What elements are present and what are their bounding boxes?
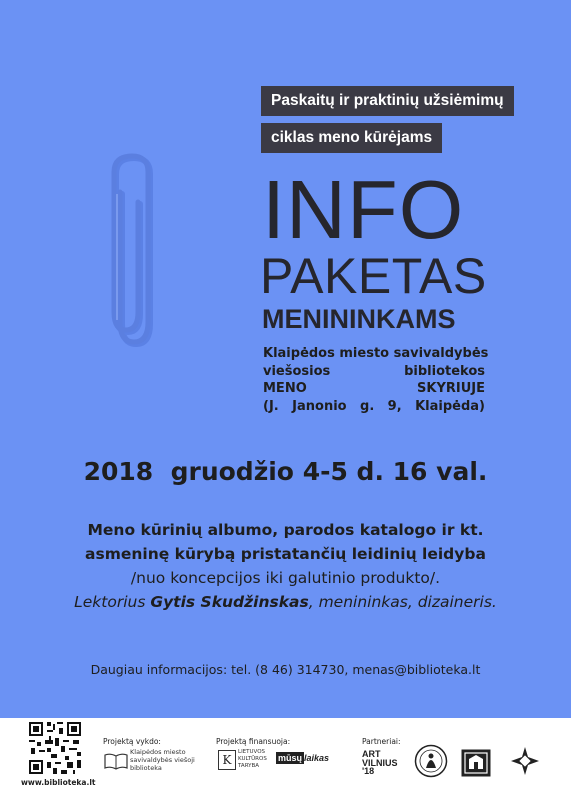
project-by-name: [130, 748, 195, 772]
project-by-label: Projektą vykdo:: [103, 737, 161, 746]
art-line-1: ART: [362, 749, 381, 759]
funder-line-1: LIETUVOS: [238, 749, 266, 755]
qr-code-icon: [27, 720, 83, 776]
description-line-2: asmeninę kūrybą pristatančių leidinių leidyba: [85, 545, 486, 563]
round-seal-icon: [414, 744, 448, 778]
lecturer-prefix: Lektorius: [74, 593, 151, 611]
musu-text: mūsų: [278, 753, 303, 763]
description-line-3: /nuo koncepcijos iki galutinio produkto/.: [130, 569, 441, 587]
project-by-name-line-3: biblioteka: [130, 764, 162, 772]
website-url: www.biblioteka.lt: [21, 778, 96, 787]
title-menininkams: MENININKAMS: [262, 304, 456, 334]
project-by-name-line-2: savivaldybės viešoji: [130, 756, 195, 764]
art-vilnius-logo: [362, 750, 398, 776]
partners-label: Partneriai:: [362, 737, 401, 746]
project-by-name-line-1: Klaipėdos miesto: [130, 748, 186, 756]
paperclip-icon: [96, 152, 156, 352]
series-tag-line-1: Paskaitų ir praktinių užsiėmimų: [261, 86, 514, 116]
library-book-icon: [104, 752, 128, 770]
lecturer-name: Gytis Skudžinskas: [150, 593, 309, 611]
location-line-3: MENO SKYRIUJE: [263, 381, 485, 396]
culture-council-logo: K: [218, 750, 236, 770]
funder-line-2: KULTŪROS: [238, 756, 267, 762]
title-info: INFO: [262, 163, 465, 256]
location-block: [263, 345, 489, 415]
funded-by-label: Projektą finansuoja:: [216, 737, 291, 746]
location-line-1: Klaipėdos miesto savivaldybės: [263, 346, 489, 361]
location-line-2: viešosios bibliotekos: [263, 363, 485, 379]
series-tag-line-2: ciklas meno kūrėjams: [261, 123, 442, 153]
description: [0, 518, 571, 614]
art-line-3: '18: [362, 766, 375, 776]
event-date: 2018 gruodžio 4-5 d. 16 val.: [83, 457, 488, 486]
location-line-4: (J. Janonio g. 9, Klaipėda): [263, 398, 485, 414]
artists-union-logo-icon: [509, 745, 541, 777]
description-line-1: Meno kūrinių albumo, parodos katalogo ir kt.: [87, 521, 484, 539]
culture-council-name: [238, 749, 267, 770]
art-line-2: VILNIUS: [362, 757, 398, 768]
funder-line-3: TARYBA: [238, 763, 260, 769]
title-paketas: PAKETAS: [260, 248, 487, 304]
lecturer-line: [0, 590, 571, 614]
contact-info: Daugiau informacijos: tel. (8 46) 314730, menas@biblioteka.lt: [90, 662, 481, 677]
lecturer-suffix: , menininkas, dizaineris.: [308, 593, 497, 611]
laikas-text: laikas: [304, 753, 330, 763]
musu-laikas-logo: [276, 753, 329, 763]
union-emblem-icon: [461, 749, 491, 777]
